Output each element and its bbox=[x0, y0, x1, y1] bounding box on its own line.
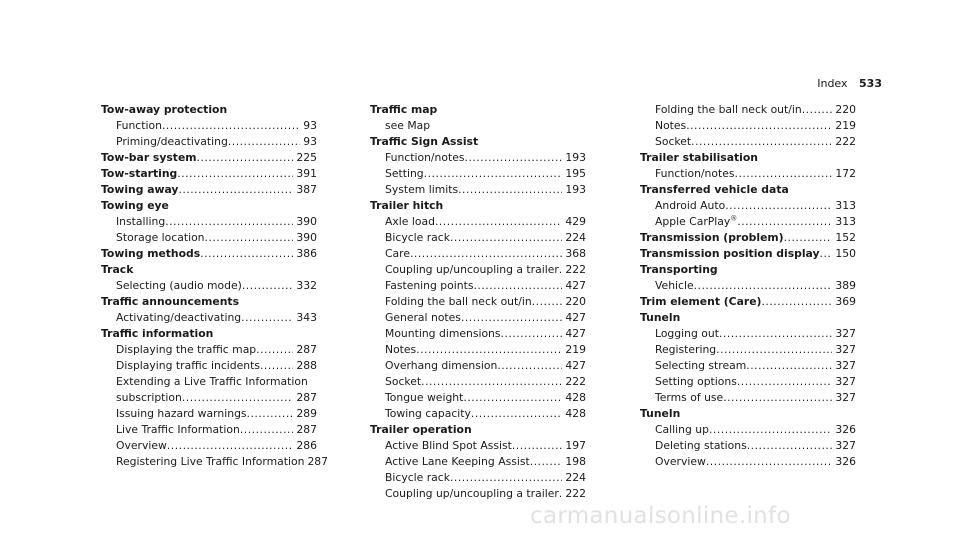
index-entry[interactable]: Selecting stream ..... 327 bbox=[640, 358, 856, 374]
index-column-1 bbox=[101, 102, 329, 470]
watermark: carmanualsonline.info bbox=[530, 503, 791, 529]
index-entry[interactable]: Bicycle rack ..... 224 bbox=[370, 230, 586, 246]
index-entry[interactable]: Transmission (problem) ..... 152 bbox=[640, 230, 856, 246]
index-heading: Trailer operation bbox=[370, 423, 472, 436]
index-column-2 bbox=[370, 102, 586, 502]
page-ref: 327 bbox=[835, 375, 856, 388]
index-heading: Track bbox=[101, 263, 134, 276]
index-entry[interactable]: Function/notes ..... 193 bbox=[370, 150, 586, 166]
page-ref: 326 bbox=[835, 455, 856, 468]
index-heading: Tow-away protection bbox=[101, 103, 228, 116]
index-heading: Traffic announcements bbox=[101, 295, 240, 308]
page-ref: 429 bbox=[565, 215, 586, 228]
index-entry[interactable]: Socket ..... 222 bbox=[370, 374, 586, 390]
page-ref: 287 bbox=[307, 455, 329, 468]
index-entry[interactable]: Registering ..... 327 bbox=[640, 342, 856, 358]
page-ref: 390 bbox=[296, 231, 317, 244]
index-entry-line[interactable]: Extending a Live Traffic Information bbox=[116, 375, 308, 388]
index-entry[interactable]: Terms of use ..... 327 bbox=[640, 390, 856, 406]
page-ref: 219 bbox=[835, 119, 856, 132]
index-entry[interactable]: Active Blind Spot Assist ..... 197 bbox=[370, 438, 586, 454]
index-entry[interactable]: Issuing hazard warnings ..... 289 bbox=[101, 406, 317, 422]
page-ref: 427 bbox=[565, 311, 586, 324]
page-ref: 222 bbox=[835, 135, 856, 148]
page-ref: 391 bbox=[296, 167, 317, 180]
page-ref: 172 bbox=[835, 167, 856, 180]
page-ref: 222 bbox=[565, 375, 586, 388]
index-entry[interactable]: Function/notes ..... 172 bbox=[640, 166, 856, 182]
page-ref: 389 bbox=[835, 279, 856, 292]
page-ref: 327 bbox=[835, 343, 856, 356]
index-entry[interactable]: Socket ..... 222 bbox=[640, 134, 856, 150]
index-entry[interactable]: Folding the ball neck out/in ..... 220 bbox=[640, 102, 856, 118]
index-entry[interactable]: Axle load ..... 429 bbox=[370, 214, 586, 230]
index-heading: Transferred vehicle data bbox=[640, 183, 789, 196]
index-entry[interactable]: Coupling up/uncoupling a trailer ..... 222 bbox=[370, 262, 586, 278]
index-label: Index bbox=[817, 77, 848, 90]
page-ref: 286 bbox=[296, 439, 317, 452]
index-entry[interactable]: Trim element (Care) ..... 369 bbox=[640, 294, 856, 310]
index-entry[interactable]: Tow-bar system ..... 225 bbox=[101, 150, 317, 166]
index-entry[interactable]: Apple CarPlay® ..... 313 bbox=[640, 214, 856, 230]
page-ref: 386 bbox=[296, 247, 317, 260]
page-ref: 224 bbox=[565, 471, 586, 484]
page-ref: 287 bbox=[296, 343, 317, 356]
index-heading: Traffic information bbox=[101, 327, 214, 340]
page-ref: 219 bbox=[565, 343, 586, 356]
page-ref: 93 bbox=[303, 119, 317, 132]
index-entry[interactable]: Deleting stations ..... 327 bbox=[640, 438, 856, 454]
index-heading: Trailer hitch bbox=[370, 199, 444, 212]
page-ref: 288 bbox=[296, 359, 317, 372]
index-entry[interactable]: Towing methods ..... 386 bbox=[101, 246, 317, 262]
index-heading: Traffic map bbox=[370, 103, 438, 116]
index-entry[interactable]: Towing away ..... 387 bbox=[101, 182, 317, 198]
index-entry[interactable]: Tow-starting ..... 391 bbox=[101, 166, 317, 182]
page-ref: 332 bbox=[296, 279, 317, 292]
index-entry[interactable]: Live Traffic Information ..... 287 bbox=[101, 422, 317, 438]
index-entry[interactable]: Priming/deactivating ..... 93 bbox=[101, 134, 317, 150]
index-entry[interactable]: Fastening points ..... 427 bbox=[370, 278, 586, 294]
index-entry[interactable]: Calling up ..... 326 bbox=[640, 422, 856, 438]
page-ref: 327 bbox=[835, 391, 856, 404]
page-ref: 343 bbox=[296, 311, 317, 324]
page-ref: 368 bbox=[565, 247, 586, 260]
page-ref: 369 bbox=[835, 295, 856, 308]
page-ref: 225 bbox=[296, 151, 317, 164]
index-entry[interactable]: Folding the ball neck out/in ..... 220 bbox=[370, 294, 586, 310]
index-entry[interactable]: Registering Live Traffic Information 287 bbox=[116, 455, 329, 468]
page-ref: 193 bbox=[565, 183, 586, 196]
page-ref: 327 bbox=[835, 327, 856, 340]
see-reference[interactable]: see Map bbox=[385, 119, 431, 132]
index-entry[interactable]: Logging out ..... 327 bbox=[640, 326, 856, 342]
index-entry[interactable]: Activating/deactivating ..... 343 bbox=[101, 310, 317, 326]
index-entry[interactable]: Care ..... 368 bbox=[370, 246, 586, 262]
index-entry[interactable]: Setting ..... 195 bbox=[370, 166, 586, 182]
index-heading: Tuneln bbox=[640, 311, 681, 324]
page-ref: 220 bbox=[835, 103, 856, 116]
index-entry[interactable]: Storage location ..... 390 bbox=[101, 230, 317, 246]
index-column-3 bbox=[640, 102, 856, 470]
page-ref: 327 bbox=[835, 359, 856, 372]
page-ref: 327 bbox=[835, 439, 856, 452]
index-entry[interactable]: Tongue weight ..... 428 bbox=[370, 390, 586, 406]
page-ref: 222 bbox=[565, 487, 586, 500]
index-entry[interactable]: Notes ..... 219 bbox=[370, 342, 586, 358]
page-header bbox=[817, 77, 882, 91]
page-ref: 193 bbox=[565, 151, 586, 164]
index-entry[interactable]: Overview ..... 286 bbox=[101, 438, 317, 454]
registered-mark: ® bbox=[730, 214, 738, 223]
index-entry[interactable]: Active Lane Keeping Assist ..... 198 bbox=[370, 454, 586, 470]
page-ref: 390 bbox=[296, 215, 317, 228]
index-entry[interactable]: Notes ..... 219 bbox=[640, 118, 856, 134]
index-entry[interactable]: Bicycle rack ..... 224 bbox=[370, 470, 586, 486]
index-entry[interactable]: Android Auto ..... 313 bbox=[640, 198, 856, 214]
index-entry[interactable]: Installing ..... 390 bbox=[101, 214, 317, 230]
page-ref: 287 bbox=[296, 391, 317, 404]
index-entry[interactable]: Towing capacity ..... 428 bbox=[370, 406, 586, 422]
page-ref: 428 bbox=[565, 407, 586, 420]
index-heading: Towing eye bbox=[101, 199, 169, 212]
page-number: 533 bbox=[859, 77, 882, 90]
page-ref: 427 bbox=[565, 359, 586, 372]
index-entry[interactable]: General notes ..... 427 bbox=[370, 310, 586, 326]
page-ref: 224 bbox=[565, 231, 586, 244]
index-entry[interactable]: System limits ..... 193 bbox=[370, 182, 586, 198]
index-heading: Transporting bbox=[640, 263, 718, 276]
page-ref: 152 bbox=[835, 231, 856, 244]
page-ref: 93 bbox=[303, 135, 317, 148]
index-entry[interactable]: Displaying the traffic map ..... 287 bbox=[101, 342, 317, 358]
page-ref: 198 bbox=[565, 455, 586, 468]
index-heading: Traffic Sign Assist bbox=[370, 135, 479, 148]
page-ref: 197 bbox=[565, 439, 586, 452]
index-entry[interactable]: Coupling up/uncoupling a trailer ..... 222 bbox=[370, 486, 586, 502]
page-ref: 387 bbox=[296, 183, 317, 196]
page-ref: 313 bbox=[835, 199, 856, 212]
index-entry[interactable]: Displaying traffic incidents ..... 288 bbox=[101, 358, 317, 374]
page-ref: 287 bbox=[296, 423, 317, 436]
page-ref: 326 bbox=[835, 423, 856, 436]
index-heading: Trailer stabilisation bbox=[640, 151, 758, 164]
page-ref: 427 bbox=[565, 327, 586, 340]
page-ref: 313 bbox=[835, 215, 856, 228]
page-ref: 428 bbox=[565, 391, 586, 404]
page-ref: 222 bbox=[565, 263, 586, 276]
page-ref: 150 bbox=[835, 247, 856, 260]
index-entry[interactable]: Selecting (audio mode) ..... 332 bbox=[101, 278, 317, 294]
page-ref: 220 bbox=[565, 295, 586, 308]
index-entry[interactable]: Transmission position display ..... 150 bbox=[640, 246, 856, 262]
index-entry[interactable]: Overview ..... 326 bbox=[640, 454, 856, 470]
index-entry[interactable]: Setting options ..... 327 bbox=[640, 374, 856, 390]
index-heading: Tuneln bbox=[640, 407, 681, 420]
index-entry[interactable]: Overhang dimension ..... 427 bbox=[370, 358, 586, 374]
page-ref: 195 bbox=[565, 167, 586, 180]
index-entry[interactable]: Vehicle ..... 389 bbox=[640, 278, 856, 294]
index-entry[interactable]: subscription ..... 287 bbox=[101, 390, 317, 406]
page-ref: 427 bbox=[565, 279, 586, 292]
page-ref: 289 bbox=[296, 407, 317, 420]
index-entry[interactable]: Function ..... 93 bbox=[101, 118, 317, 134]
index-entry[interactable]: Mounting dimensions ..... 427 bbox=[370, 326, 586, 342]
